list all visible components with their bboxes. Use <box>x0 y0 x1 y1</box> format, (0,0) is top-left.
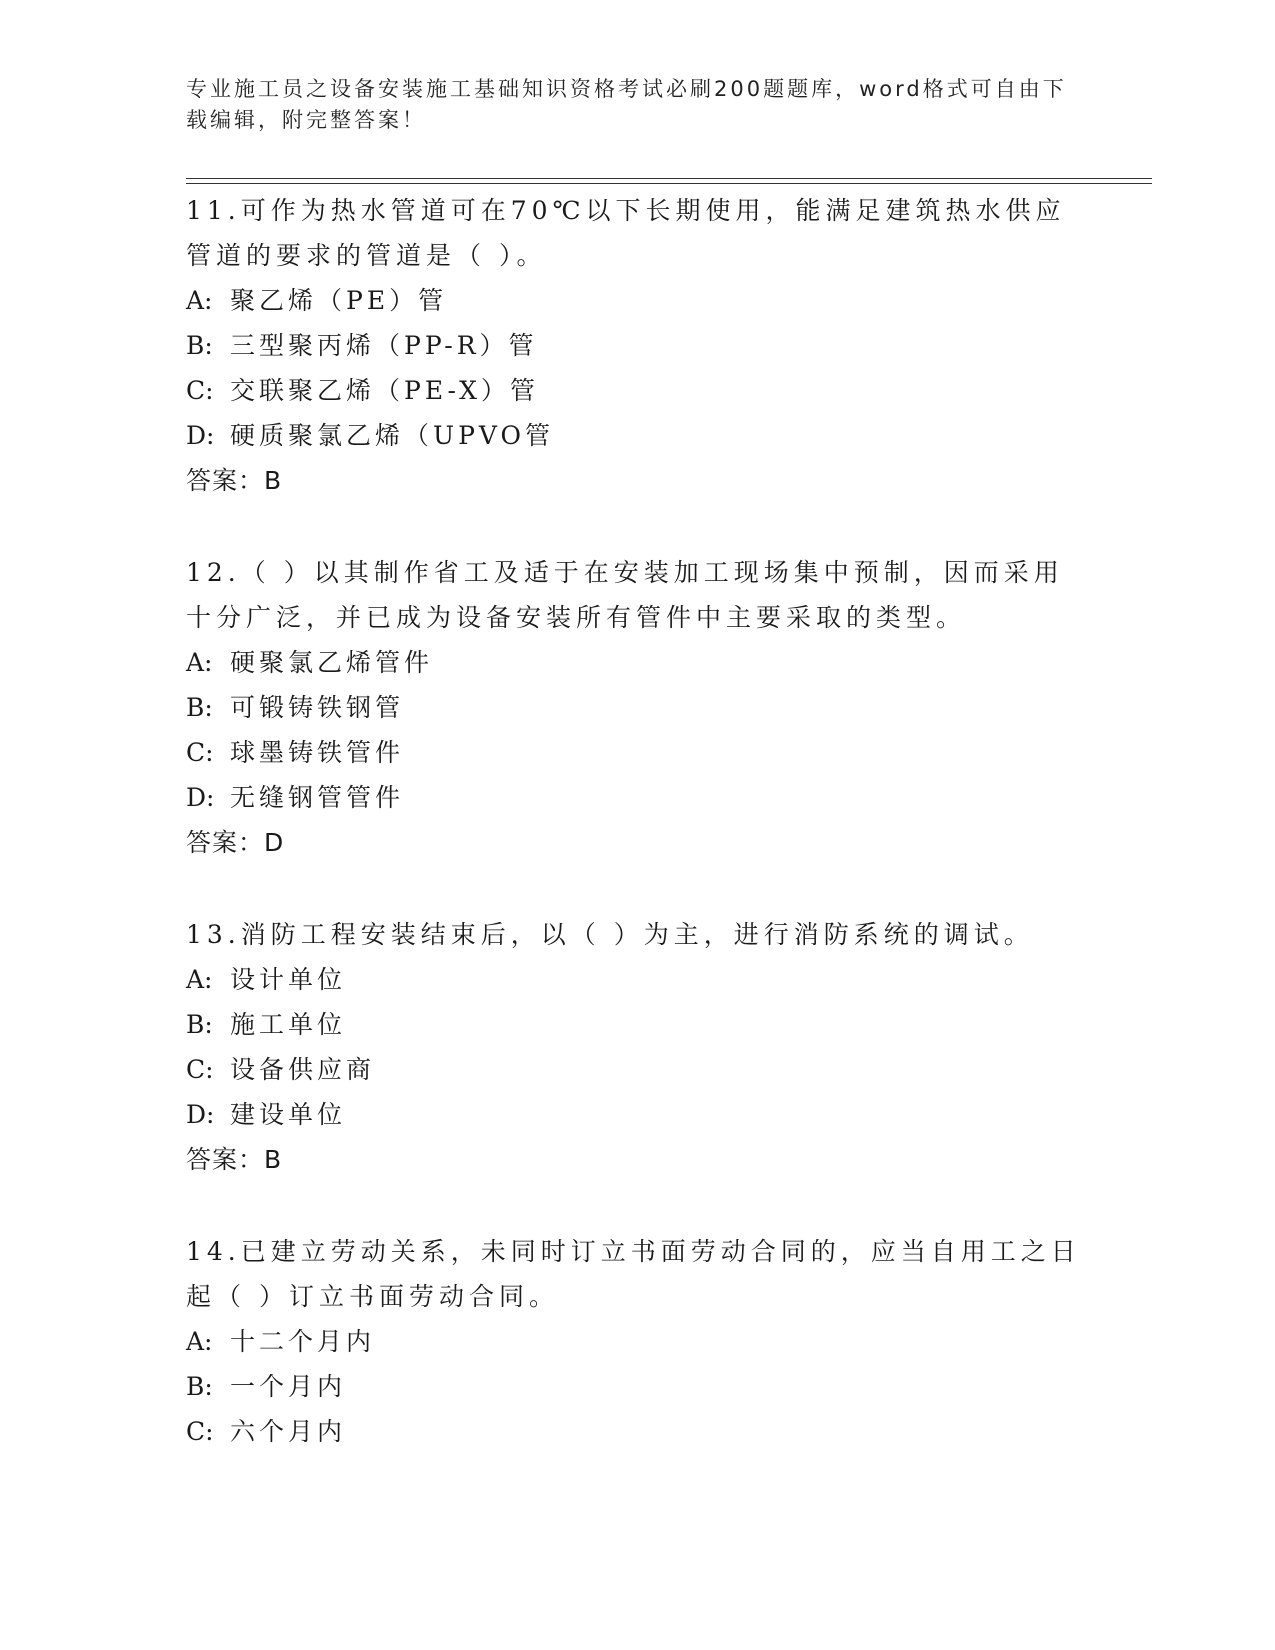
option-text: 十二个月内 <box>230 1327 376 1356</box>
answer-label: 答案：D <box>186 828 285 857</box>
option-text: 硬聚氯乙烯管件 <box>230 648 434 677</box>
answer-label: 答案：B <box>186 1145 283 1174</box>
question-13 <box>186 912 1086 1182</box>
option-letter: D: <box>186 421 215 450</box>
question-stem: 13.消防工程安装结束后，以（ ）为主，进行消防系统的调试。 <box>186 920 1034 949</box>
option-d <box>186 775 1086 820</box>
option-text: 施工单位 <box>230 1010 347 1039</box>
option-text: 六个月内 <box>230 1417 347 1446</box>
option-c <box>186 1047 1086 1092</box>
question-12 <box>186 550 1086 865</box>
option-b <box>186 685 1086 730</box>
header-divider-bottom <box>186 183 1152 184</box>
option-letter: C: <box>186 1417 214 1446</box>
option-letter: C: <box>186 376 214 405</box>
question-stem: 11.可作为热水管道可在70℃以下长期使用，能满足建筑热水供应管道的要求的管道是（ ）。 <box>186 196 1066 270</box>
option-text: 无缝钢管管件 <box>230 783 405 812</box>
option-text: 球墨铸铁管件 <box>230 738 405 767</box>
option-a <box>186 640 1086 685</box>
option-letter: D: <box>186 1100 215 1129</box>
answer-label: 答案：B <box>186 466 283 495</box>
question-list <box>186 188 1086 1501</box>
option-letter: B: <box>186 1010 213 1039</box>
option-text: 设备供应商 <box>230 1055 376 1084</box>
option-text: 聚乙烯（PE）管 <box>230 286 448 315</box>
option-b <box>186 1002 1086 1047</box>
option-letter: C: <box>186 738 214 767</box>
option-letter: A: <box>186 965 213 994</box>
option-text: 建设单位 <box>230 1100 347 1129</box>
option-d <box>186 1092 1086 1137</box>
header-divider-top <box>186 178 1152 179</box>
option-letter: B: <box>186 331 213 360</box>
option-b <box>186 323 1086 368</box>
option-a <box>186 1319 1086 1364</box>
option-a <box>186 957 1086 1002</box>
option-a <box>186 278 1086 323</box>
question-14 <box>186 1229 1086 1454</box>
option-c <box>186 730 1086 775</box>
option-text: 交联聚乙烯（PE-X）管 <box>230 376 539 405</box>
option-letter: B: <box>186 693 213 722</box>
option-text: 硬质聚氯乙烯（UPVO管 <box>230 421 555 450</box>
option-d <box>186 413 1086 458</box>
option-letter: C: <box>186 1055 214 1084</box>
option-letter: A: <box>186 1327 213 1356</box>
option-letter: A: <box>186 286 213 315</box>
question-11 <box>186 188 1086 503</box>
question-stem: 12.（ ）以其制作省工及适于在安装加工现场集中预制，因而采用十分广泛，并已成为设备安装所有管件中主要采取的类型。 <box>186 558 1064 632</box>
option-text: 可锻铸铁钢管 <box>230 693 405 722</box>
option-text: 三型聚丙烯（PP-R）管 <box>230 331 538 360</box>
option-text: 设计单位 <box>230 965 347 994</box>
option-letter: D: <box>186 783 215 812</box>
option-c <box>186 1409 1086 1454</box>
option-letter: B: <box>186 1372 213 1401</box>
option-c <box>186 368 1086 413</box>
document-header: 专业施工员之设备安装施工基础知识资格考试必刷200题题库，word格式可自由下载编辑，附完整答案！ <box>186 77 1067 132</box>
option-text: 一个月内 <box>230 1372 347 1401</box>
option-letter: A: <box>186 648 213 677</box>
question-stem: 14.已建立劳动关系，未同时订立书面劳动合同的，应当自用工之日起（ ）订立书面劳动合同。 <box>186 1237 1081 1311</box>
option-b <box>186 1364 1086 1409</box>
